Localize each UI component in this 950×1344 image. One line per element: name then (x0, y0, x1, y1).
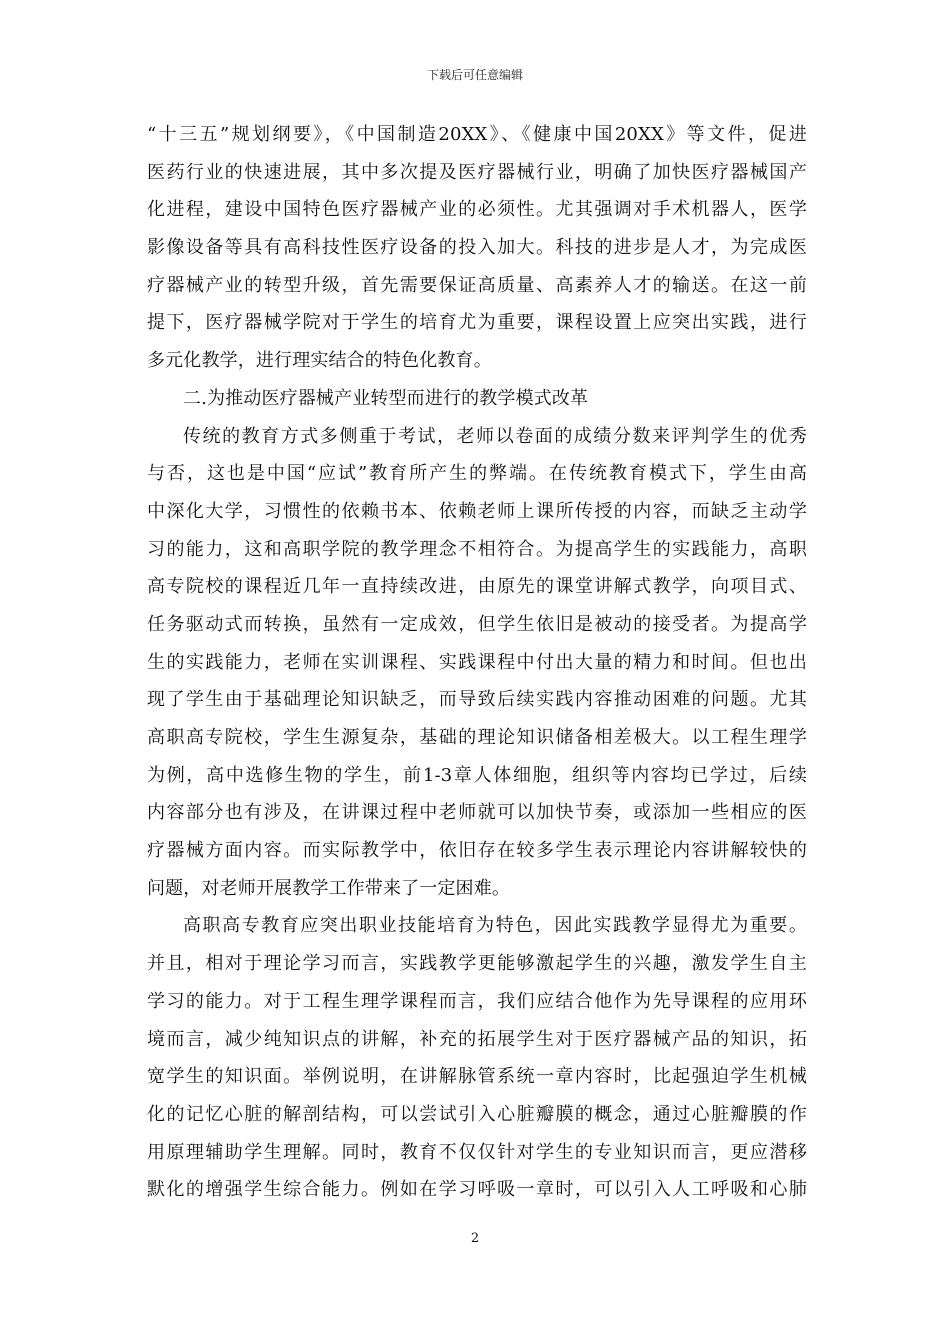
paragraph-practical-teaching (147, 907, 807, 1209)
text-line: 高职高专教育应突出职业技能培育为特色，因此实践教学显得尤为重要。 (183, 915, 807, 937)
text-line: 疗器械产业的转型升级，首先需要保证高质量、高素养人才的输送。在这一前 (147, 274, 807, 296)
section-heading (147, 380, 807, 418)
text-line: 传统的教育方式多侧重于考试，老师以卷面的成绩分数来评判学生的优秀 (183, 425, 807, 447)
text-line: 学习的能力。对于工程生理学课程而言，我们应结合他作为先导课程的应用环 (147, 990, 807, 1012)
paragraph-traditional-education (147, 418, 807, 908)
text-line: 默化的增强学生综合能力。例如在学习呼吸一章时，可以引入人工呼吸和心肺 (147, 1179, 807, 1201)
text-line: 高专院校的课程近几年一直持续改进，由原先的课堂讲解式教学，向项目式、 (147, 576, 807, 598)
text-line: 习的能力，这和高职学院的教学理念不相符合。为提高学生的实践能力，高职 (147, 538, 807, 560)
page-number: 2 (470, 1231, 480, 1246)
text-line: 医药行业的快速进展，其中多次提及医疗器械行业，明确了加快医疗器械国产 (147, 161, 807, 183)
text-line: 问题，对老师开展教学工作带来了一定困难。 (147, 877, 510, 899)
text-line: 境而言，减少纯知识点的讲解，补充的拓展学生对于医疗器械产品的知识，拓 (147, 1028, 807, 1050)
text-line: 为例，高中选修生物的学生，前1-3章人体细胞，组织等内容均已学过，后续 (147, 764, 807, 786)
text-line: 宽学生的知识面。举例说明，在讲解脉管系统一章内容时，比起强迫学生机械 (147, 1066, 807, 1088)
text-line: 提下，医疗器械学院对于学生的培育尤为重要，课程设置上应突出实践，进行 (147, 312, 807, 334)
text-line: 与否，这也是中国“应试”教育所产生的弊端。在传统教育模式下，学生由高 (147, 463, 807, 485)
paragraph-policy-context (147, 116, 807, 380)
text-line: 并且，相对于理论学习而言，实践教学更能够激起学生的兴趣，激发学生自主 (147, 953, 807, 975)
text-line: 影像设备等具有高科技性医疗设备的投入加大。科技的进步是人才，为完成医 (147, 237, 807, 259)
text-line: 现了学生由于基础理论知识缺乏，而导致后续实践内容推动困难的问题。尤其 (147, 689, 807, 711)
text-line: 化的记忆心脏的解剖结构，可以尝试引入心脏瓣膜的概念，通过心脏瓣膜的作 (147, 1103, 807, 1125)
page-header: 下载后可任意编辑 (426, 68, 523, 82)
text-line: 多元化教学，进行理实结合的特色化教育。 (147, 350, 492, 372)
text-line: 化进程，建设中国特色医疗器械产业的必须性。尤其强调对手术机器人，医学 (147, 199, 807, 221)
text-line: 中深化大学，习惯性的依赖书本、依赖老师上课所传授的内容，而缺乏主动学 (147, 500, 807, 522)
text-line: 疗器械方面内容。而实际教学中，依旧存在较多学生表示理论内容讲解较快的 (147, 840, 807, 862)
text-line: “十三五”规划纲要》，《中国制造20XX》、《健康中国20XX》等文件，促进 (147, 124, 807, 145)
document-body (147, 116, 807, 1209)
text-line: 高职高专院校，学生生源复杂，基础的理论知识储备相差极大。以工程生理学 (147, 727, 807, 748)
section-heading-text: 二.为推动医疗器械产业转型而进行的教学模式改革 (183, 387, 589, 409)
text-line: 内容部分也有涉及，在讲课过程中老师就可以加快节奏，或添加一些相应的医 (147, 802, 807, 824)
text-line: 任务驱动式而转换，虽然有一定成效，但学生依旧是被动的接受者。为提高学 (147, 613, 807, 635)
text-line: 用原理辅助学生理解。同时，教育不仅仅针对学生的专业知识而言，更应潜移 (147, 1141, 807, 1163)
text-line: 生的实践能力，老师在实训课程、实践课程中付出大量的精力和时间。但也出 (147, 651, 807, 673)
